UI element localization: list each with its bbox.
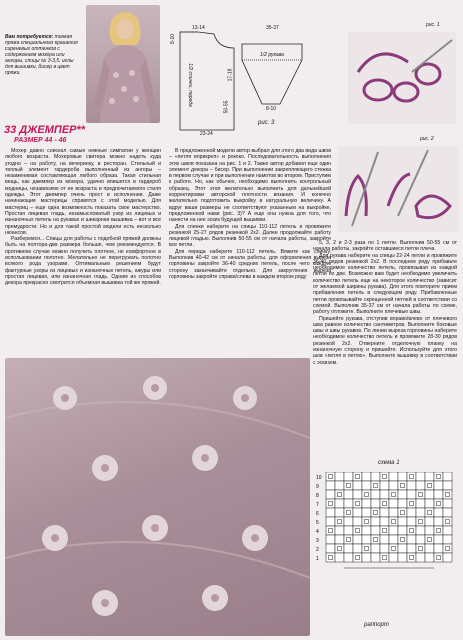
scheme-row-number: 10: [316, 475, 322, 481]
scheme-cell: [434, 490, 443, 499]
scheme-cell: [380, 553, 389, 562]
scheme-cell: [353, 544, 362, 553]
scheme-cell: [434, 553, 443, 562]
fig1-svg: [348, 32, 456, 124]
scheme-cell: [443, 526, 452, 535]
scheme-cell: [407, 517, 416, 526]
scheme-cell: [335, 526, 344, 535]
scheme-cell: [443, 517, 452, 526]
scheme-cell: [371, 508, 380, 517]
paragraph: 5, 3, 2 и 2-3 раза по 1 петле. Выполнив 50-55 см от начала работы, закройте оставшиеся петли плеча.: [313, 240, 457, 253]
scheme-cell: [326, 517, 335, 526]
scheme-cell: [362, 481, 371, 490]
scheme-cell: [416, 490, 425, 499]
scheme-cell: [398, 481, 407, 490]
scheme-cell: [335, 553, 344, 562]
scheme-cell: [344, 472, 353, 481]
scheme-cell: [371, 535, 380, 544]
fig1-illustration: [348, 32, 456, 124]
fig2-label: рис. 2: [420, 136, 434, 142]
scheme-cell: [326, 544, 335, 553]
scheme-cell: [407, 553, 416, 562]
scheme-cell: [353, 490, 362, 499]
materials-block: [5, 34, 83, 76]
scheme-row-number: 5: [316, 520, 319, 526]
scheme-row-number: 4: [316, 529, 319, 535]
scheme-cell: [416, 508, 425, 517]
scheme-cell: [389, 517, 398, 526]
scheme-cell: [326, 535, 335, 544]
scheme-cell: [389, 535, 398, 544]
paragraph: Для переда наберите 110-112 петель. Вяжите как спинку. Выполнив 40-42 см от начала работы, для оформления выреза горловины закройте 36-40 средних петель, после чего каждую сторону заканчивайте отдельно. Для закругления выреза горловины закройте справа/слева в каждом втором ряду: [169, 248, 331, 280]
scheme-cell: [416, 481, 425, 490]
scheme-cell: [416, 499, 425, 508]
scheme-cell: [416, 535, 425, 544]
scheme-cell: [344, 517, 353, 526]
scheme-grid: [316, 472, 458, 600]
scheme-cell: [389, 553, 398, 562]
scheme-cell: [380, 517, 389, 526]
scheme-cell: [425, 517, 434, 526]
scheme-cell: [407, 526, 416, 535]
scheme-cell: [443, 499, 452, 508]
pattern-drawing: [162, 22, 332, 140]
scheme-cell: [407, 472, 416, 481]
scheme-cell: [326, 508, 335, 517]
embroidery-illustration: [5, 358, 310, 636]
scheme-cell: [380, 535, 389, 544]
scheme-cell: [353, 526, 362, 535]
scheme-cell: [443, 481, 452, 490]
scheme-cell: [362, 508, 371, 517]
scheme-row-number: 7: [316, 502, 319, 508]
fig3-label: рис. 3: [258, 120, 275, 126]
model-illustration: [86, 5, 160, 123]
scheme-row-number: 9: [316, 484, 319, 490]
scheme-cell: [398, 526, 407, 535]
scheme-cell: [443, 472, 452, 481]
dim-half-width: 23-24: [200, 131, 213, 137]
scheme-cell: [335, 535, 344, 544]
scheme-cell: [362, 544, 371, 553]
scheme-cell: [389, 526, 398, 535]
scheme-cell: [344, 481, 353, 490]
paragraph: В предложенной модели автор выбрал для этого два вида швов – «петля вприкреп» и рококо. Последовательность выполнения этих швов показана на рис. 1 и 2. Также автор добавил еще один элемент декора – бисер. При выполнении закрепляющего стежка в первом случае и при выполнении намотов во втором. Приступим к работе. Но, как обычно, необходимо выполнить контрольный образец. Этот этап желательно выполнить для дальнейшей корректировки авторской плотности вязания. И конечно желательно подготовить выкройку в натуральную величину. А вдруг ваши размеры не соответствуют указанным на выкройке, предложенной нами (рис. 3)? А еще она нужна для того, что нанести на нее эскиз будущей вышивки.: [169, 148, 331, 224]
dim-sleeve-length: 35-37: [266, 25, 279, 31]
paragraph: Мохер давно снискал самые нежные симпатии у женщин любого возраста. Мохеровые свитера можно надеть куда угодно – на работу, на вечеринку, в ресторан. Стильный и теплый элемент гардероба выполненный из ангоры – незаменимая составляющая любого образа. Такая стильная вещь, как джемпер из мохера, удачно впишется в гардероб модницы, независимо от ее возраста и предпочитаемого стиля одежды. Этот джемпер очень прост в исполнении. Даже начинающие мастерицы справятся с этой моделью. Для мастериц – еще одна возможность показать свое мастерство. Простая лицевая гладь, незамысловатый узор из лицевых и изнаночных петель на рукавах и шикарная вышивка – вот и все премудрости. Но и для такой простой модели есть несколько нюансов.: [5, 148, 161, 236]
scheme-cell: [362, 490, 371, 499]
scheme-cell: [380, 481, 389, 490]
scheme-cell: [344, 490, 353, 499]
scheme-cell: [344, 508, 353, 517]
scheme-cell: [326, 481, 335, 490]
label-sleeve: 1/2 рукава: [260, 52, 284, 58]
scheme-row-number: 6: [316, 511, 319, 517]
scheme-cell: [407, 481, 416, 490]
paragraph: Разберемся... Спицы для работы с подобной пряжей должны быть на полтора-два размера больше, чем рекомендуется. В противном случае можно получить плотное, не комфортное в использовании полотно. Желательно не перегружать полотно всякого рода узорами. Оптимальным решением будут фактурные узоры из лицевых и изнаночных петель, ажуры или простая лицевая, или изнаночная гладь. Одним из способов декора прекрасно смотрится объемная вышивка той же пряжей.: [5, 236, 161, 287]
scheme-cell: [326, 526, 335, 535]
scheme-cell: [335, 517, 344, 526]
scheme-rapport: раппорт: [364, 622, 389, 628]
label-back-front: 1/2 спинки, переда: [186, 63, 193, 107]
scheme-cell: [380, 526, 389, 535]
scheme-cell: [344, 535, 353, 544]
scheme-cell: [389, 508, 398, 517]
scheme-cell: [326, 490, 335, 499]
scheme-cell: [380, 472, 389, 481]
dim-length: 50-55: [223, 100, 230, 114]
paragraph: Для рукава наберите на спицы 22-24 петли и провяжите 36-40 рядов резинкой 2х2. В последнем ряду прибавьте необходимое количество петель, провязывая из каждой петли по две. Возможно вам будет необходимо увеличить количество петель еще на некоторое количество (зависит от желаемой ширины рукава). Для этого повторите прием прибавления петель в следующем ряду. Прибавленные петли провязывайте скрещенной петлей в соответствии со схемой. Выполнив 35-37 см от начала работы по схеме, работу отложите. Выполните плечевые швы.: [313, 252, 457, 316]
scheme-cell: [389, 499, 398, 508]
scheme-cell: [398, 508, 407, 517]
scheme-cell: [389, 472, 398, 481]
scheme-cell: [389, 481, 398, 490]
scheme-cell: [344, 544, 353, 553]
scheme-cell: [407, 508, 416, 517]
scheme-cell: [362, 535, 371, 544]
dim-cuff: 8-10: [266, 106, 277, 112]
fig1-label: рис. 1: [426, 22, 440, 28]
scheme-cell: [353, 535, 362, 544]
scheme-cell: [371, 517, 380, 526]
scheme-cell: [434, 526, 443, 535]
scheme-cell: [425, 481, 434, 490]
scheme-cell: [353, 472, 362, 481]
scheme-cell: [398, 535, 407, 544]
scheme-cell: [398, 499, 407, 508]
scheme-cell: [434, 508, 443, 517]
scheme-cell: [353, 499, 362, 508]
scheme-cell: [380, 544, 389, 553]
embroidery-photo: [5, 358, 310, 636]
scheme-cell: [443, 544, 452, 553]
dim-neck-depth: 8-10: [170, 33, 177, 45]
scheme-cell: [398, 553, 407, 562]
scheme-cell: [425, 553, 434, 562]
text-column-3: [313, 240, 457, 366]
scheme-cell: [362, 517, 371, 526]
scheme-cell: [425, 544, 434, 553]
scheme-cell: [335, 544, 344, 553]
scheme-cell: [353, 481, 362, 490]
model-title: 33 ДЖЕМПЕР**: [4, 124, 86, 136]
fig2-illustration: [338, 146, 458, 232]
scheme-cell: [389, 544, 398, 553]
scheme-cell: [434, 499, 443, 508]
scheme-cell: [371, 499, 380, 508]
scheme-cell: [407, 499, 416, 508]
materials-heading: Вам потребуется:: [5, 34, 54, 40]
scheme-cell: [353, 508, 362, 517]
scheme-cell: [425, 508, 434, 517]
scheme-cell: [371, 490, 380, 499]
scheme-cell: [344, 499, 353, 508]
scheme-cell: [407, 535, 416, 544]
scheme-row-number: 8: [316, 493, 319, 499]
scheme-cell: [380, 490, 389, 499]
scheme-row-number: 1: [316, 556, 319, 562]
scheme-cell: [425, 526, 434, 535]
text-column-2: [169, 148, 331, 280]
scheme-cell: [371, 526, 380, 535]
scheme-cell: [443, 535, 452, 544]
scheme-cell: [335, 508, 344, 517]
scheme-cell: [434, 472, 443, 481]
scheme-cell: [371, 544, 380, 553]
scheme-cell: [425, 472, 434, 481]
scheme-cell: [371, 481, 380, 490]
scheme-cell: [335, 472, 344, 481]
scheme-cell: [416, 553, 425, 562]
scheme-cell: [335, 499, 344, 508]
scheme-cell: [398, 490, 407, 499]
model-photo: [86, 5, 160, 123]
fig2-svg: [338, 146, 458, 232]
scheme-cell: [389, 490, 398, 499]
scheme-cell: [371, 553, 380, 562]
scheme-cell: [416, 472, 425, 481]
scheme-label: схема 1: [378, 460, 400, 466]
scheme-cell: [362, 499, 371, 508]
scheme-cell: [326, 553, 335, 562]
materials-text: тонкая пряжа специального крашения сиреневых оттенков с содержанием мохера или ангоры, спицы № 3-3,5, иглы для вышивки, бисер в цвет пряжи.: [5, 34, 78, 76]
scheme-cell: [353, 517, 362, 526]
paragraph: Для спинки наберите на спицы 110-112 петель и провяжите резинкой 25-27 рядов резинкой 2х2. Далее продолжайте работу лицевой гладью. Выполнив 50-55 см от начала работы, закройте все петли.: [169, 223, 331, 249]
scheme-cell: [380, 508, 389, 517]
scheme-cell: [398, 472, 407, 481]
model-size: РАЗМЕР 44 - 46: [14, 137, 67, 144]
scheme-cell: [434, 517, 443, 526]
scheme-row-number: 3: [316, 538, 319, 544]
scheme-cell: [326, 472, 335, 481]
scheme-cell: [326, 499, 335, 508]
scheme-cell: [416, 517, 425, 526]
scheme-svg: [316, 472, 458, 600]
scheme-cell: [398, 544, 407, 553]
scheme-cell: [407, 544, 416, 553]
text-column-1: [5, 148, 161, 287]
dim-neck-width: 13-14: [192, 25, 205, 31]
scheme-cell: [362, 553, 371, 562]
scheme-cell: [416, 544, 425, 553]
scheme-cell: [443, 508, 452, 517]
scheme-cell: [344, 553, 353, 562]
scheme-cell: [380, 499, 389, 508]
scheme-cell: [362, 472, 371, 481]
scheme-cell: [434, 544, 443, 553]
scheme-cell: [425, 490, 434, 499]
scheme-cell: [353, 553, 362, 562]
scheme-cell: [362, 526, 371, 535]
scheme-cell: [416, 526, 425, 535]
scheme-cell: [398, 517, 407, 526]
dim-sleeve-width: 17-19: [227, 68, 234, 82]
scheme-cell: [443, 553, 452, 562]
scheme-cell: [407, 490, 416, 499]
scheme-cell: [443, 490, 452, 499]
scheme-cell: [335, 481, 344, 490]
paragraph: Пришейте рукава, отступив вправо/влево от плечевого шва равное количество сантиметров. Выполните боковые швы и швы рукавов. По линии выреза горловины наберите необходимое количество петель и провяжите 28-30 рядов резинкой 2х2. Отверните отделочную планку на изнаночную сторону и пришейте. Используйте для этого шов «петля в петлю». Выполните вышивку в соответствии с эскизом.: [313, 315, 457, 366]
scheme-cell: [344, 526, 353, 535]
scheme-cell: [425, 499, 434, 508]
scheme-cell: [371, 472, 380, 481]
scheme-row-number: 2: [316, 547, 319, 553]
scheme-cell: [434, 535, 443, 544]
scheme-cell: [434, 481, 443, 490]
scheme-cell: [335, 490, 344, 499]
scheme-cell: [425, 535, 434, 544]
